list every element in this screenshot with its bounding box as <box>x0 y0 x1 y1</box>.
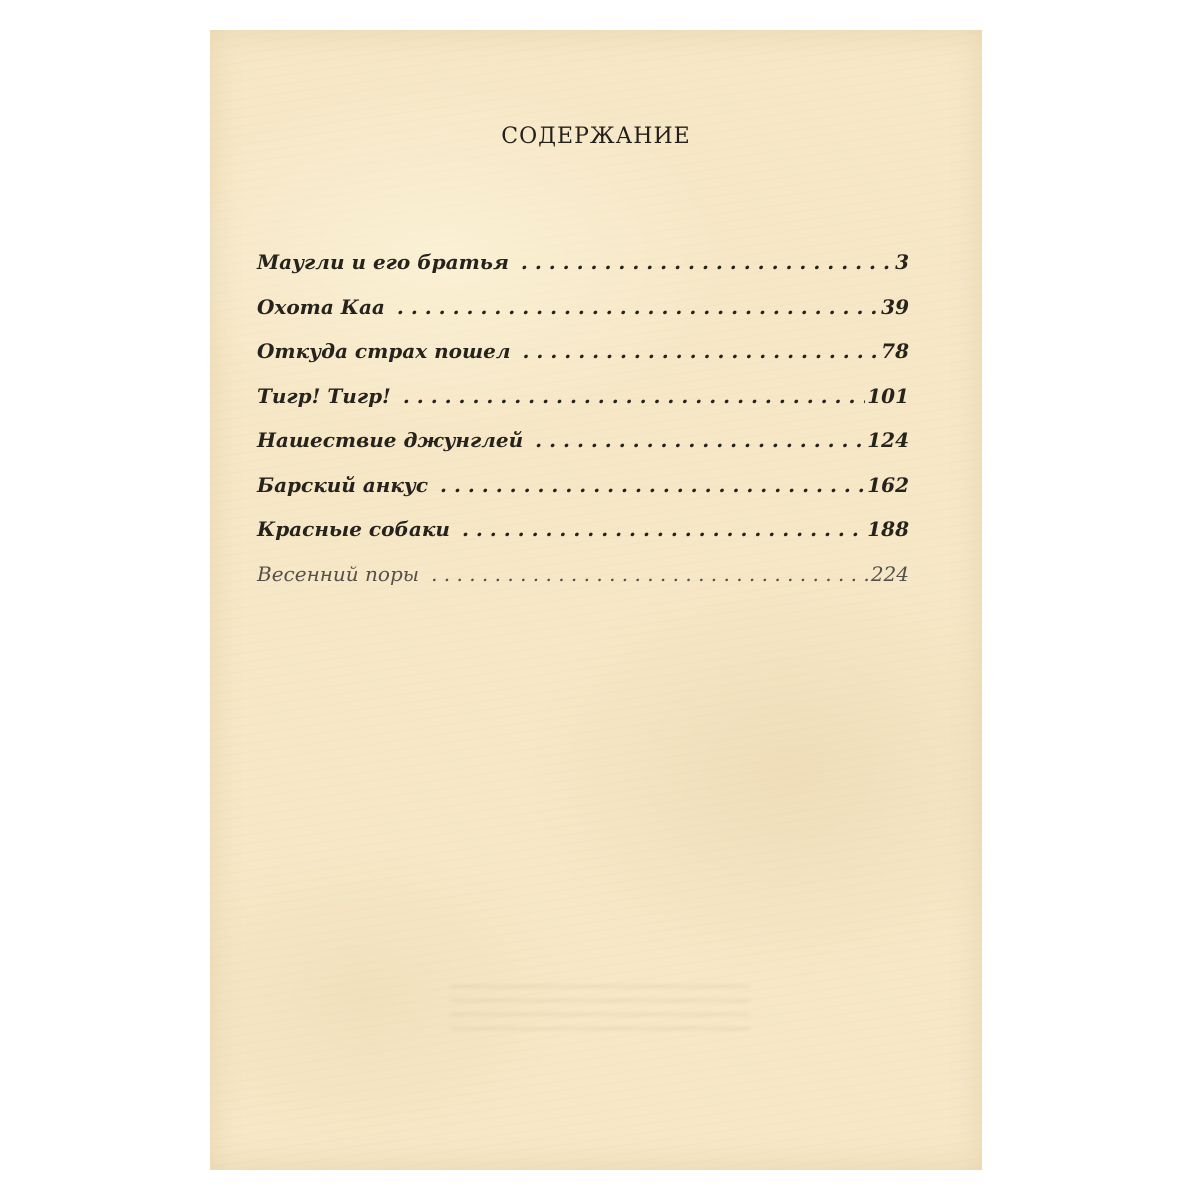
toc-entry-page: 39 <box>881 294 909 319</box>
toc-entry-page: 124 <box>867 428 909 452</box>
toc-entry-page: 188 <box>867 517 909 541</box>
toc-entry-page: 78 <box>881 339 909 363</box>
toc-entry <box>257 428 909 473</box>
toc-entry-title: Откуда страх пошел <box>257 339 511 363</box>
toc-entry <box>257 517 909 562</box>
toc-entry-title: Маугли и его братья <box>257 250 509 274</box>
toc-entry-page: 162 <box>867 472 909 497</box>
toc-entry <box>257 295 909 340</box>
toc-leader-dots <box>535 428 865 452</box>
toc-leader-dots <box>403 384 865 408</box>
toc-entry-page: 101 <box>867 383 909 408</box>
table-of-contents <box>257 250 909 606</box>
toc-leader-dots <box>397 295 879 319</box>
toc-entry <box>257 384 909 429</box>
toc-leader-dots <box>462 517 865 541</box>
toc-entry-title: Барский анкус <box>257 472 429 497</box>
book-page <box>210 30 982 1170</box>
toc-entry-title: Красные собаки <box>257 517 450 541</box>
toc-leader-dots <box>431 562 869 586</box>
toc-entry-page: 224 <box>870 561 909 586</box>
show-through-print <box>450 980 750 1030</box>
toc-leader-dots <box>523 339 880 363</box>
toc-entry <box>257 339 909 384</box>
toc-entry <box>257 250 909 295</box>
toc-entry-title: Тигр! Тигр! <box>257 383 391 408</box>
toc-entry-title: Весенний поры <box>257 561 420 586</box>
toc-entry <box>257 473 909 518</box>
toc-entry-page: 3 <box>895 250 909 274</box>
toc-leader-dots <box>521 250 893 274</box>
toc-entry-title: Нашествие джунглей <box>257 428 524 452</box>
toc-entry-title: Охота Каа <box>257 294 385 319</box>
page-title: СОДЕРЖАНИЕ <box>501 124 691 149</box>
toc-entry <box>257 562 909 607</box>
toc-leader-dots <box>440 473 865 497</box>
